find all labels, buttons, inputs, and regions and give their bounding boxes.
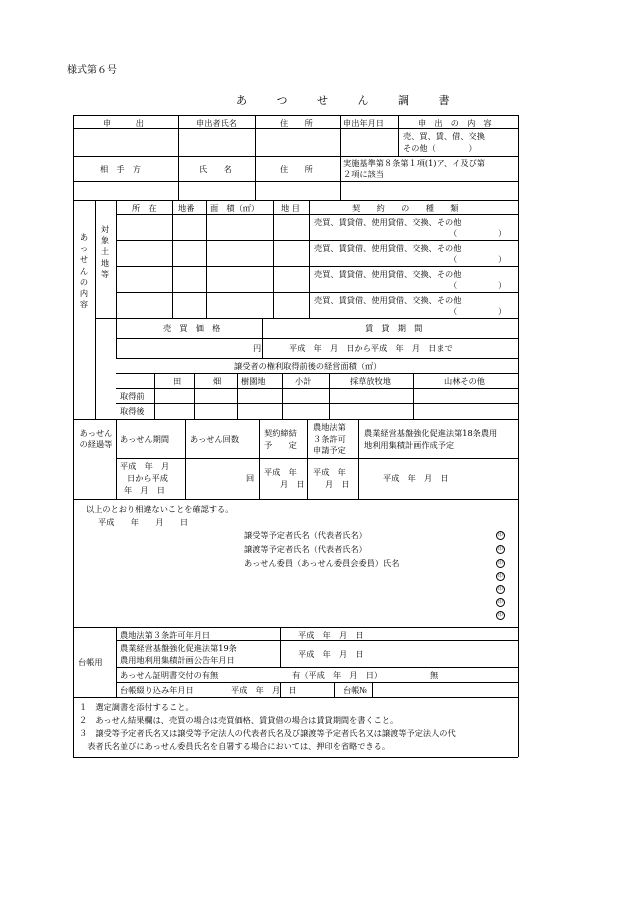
permit-header: 農地法第 [313, 422, 346, 432]
form-number: 様式第６号 [67, 65, 117, 76]
filing-date-label: 台帳綴り込み年月日 [120, 685, 194, 695]
period-value-2: 日から平成 [127, 473, 168, 483]
before-acquisition-label: 取得前 [120, 391, 145, 401]
contract-other-blank: （ ） [449, 306, 507, 316]
ledger-side-label: 台帳用 [78, 657, 103, 667]
criteria-text-line1: 実施基準第８条第１項(1)ア、イ及び第 [343, 158, 485, 168]
contract-other-blank: （ ） [449, 280, 507, 290]
permit-date-label: 農地法第３条許可年月日 [120, 630, 211, 640]
contract-other-blank: （ ） [449, 254, 507, 264]
seal-mark: 印 [497, 599, 503, 605]
plan-notice-value: 平成 年 月 日 [298, 649, 364, 659]
contract-plan-date-2: 月 日 [280, 479, 305, 489]
note-item: ３ 譲受等予定者氏名又は譲受等予定法人の代表者氏名及び譲渡等予定者氏名又は譲渡等予定法人の代 [79, 728, 456, 738]
certificate-label: あっせん証明書交付の有無 [120, 670, 219, 680]
mediation-count-header: あっせん回数 [190, 434, 240, 444]
area-col-subtotal: 小計 [295, 376, 312, 386]
note-item: １ 選定調書を添付すること。 [79, 702, 194, 712]
lease-period-header: 賃 貸 期 間 [365, 323, 423, 333]
plan-header-2: 地利用集積計画作成予定 [364, 440, 455, 450]
contract-plan-header: 契約締結 [264, 428, 297, 438]
signer-transferor: 譲渡等予定者氏名（代表者氏名） [244, 544, 367, 554]
ledger-number-label: 台帳№ [343, 685, 368, 695]
applicant-date-header: 申出年月日 [343, 118, 384, 128]
area-col-pasture: 採草放牧地 [350, 376, 391, 386]
confirmation-statement: 以上のとおり相違ないことを確認する。 [86, 504, 234, 514]
seal-mark: 印 [497, 586, 503, 592]
permit-plan-date: 平成 年 [313, 467, 346, 477]
contract-type-header: 契 約 の 種 類 [352, 203, 459, 213]
permit-date-value: 平成 年 月 日 [298, 630, 364, 640]
area-col-forest-other: 山林その他 [444, 376, 485, 386]
plan-notice-label-2: 農用地利用集積計画公告年月日 [120, 655, 235, 665]
mediation-content-side-label: あっせんの内容 [79, 232, 89, 310]
counterpart-address-header: 住 所 [280, 164, 313, 174]
period-value-3: 年 月 日 [124, 485, 165, 495]
period-value-1: 平成 年 月 [120, 461, 170, 471]
area-header: 面 積（㎡） [210, 203, 260, 213]
count-suffix: 回 [246, 473, 255, 483]
lot-header: 地番 [178, 203, 195, 213]
filing-date-value: 平成 年 月 日 [231, 685, 297, 695]
seal-mark: 印 [497, 560, 503, 566]
applicant-content-other: その他（ ） [403, 143, 477, 153]
applicant-name-header: 申出者氏名 [196, 118, 237, 128]
signer-mediation-committee: あっせん委員（あっせん委員会委員）氏名 [244, 558, 400, 568]
mediation-progress-side-label: あっせんの経過等 [79, 428, 113, 450]
permit-plan-date-2: 月 日 [325, 479, 350, 489]
seal-mark: 印 [497, 612, 503, 618]
permit-header-2: ３条許可 [313, 434, 346, 444]
area-col-field: 畑 [213, 376, 222, 386]
contract-plan-date: 平成 年 [264, 467, 297, 477]
certificate-no: 無 [430, 670, 439, 680]
lease-period-value: 平成 年 月 日から平成 年 月 日まで [289, 343, 453, 353]
after-acquisition-label: 取得後 [120, 406, 145, 416]
seal-mark: 印 [497, 532, 503, 538]
applicant-content-options: 売、買、賃、借、交換 [403, 131, 485, 141]
plan-creation-date: 平成 年 月 日 [383, 473, 449, 483]
applicant-address-header: 住 所 [280, 118, 313, 128]
land-category-header: 地 目 [281, 203, 300, 213]
seal-mark: 印 [497, 573, 503, 579]
contract-options: 売買、賃貸借、使用貸借、交換、その他 [314, 269, 462, 279]
sale-price-header: 売 買 価 格 [163, 323, 221, 333]
note-item: 表者氏名並びにあっせん委員氏名を自署する場合においては、押印を省略できる。 [79, 741, 391, 751]
area-col-paddy: 田 [173, 376, 182, 386]
mediation-period-header: あっせん期間 [120, 434, 170, 444]
location-header: 所 在 [132, 203, 157, 213]
seal-mark: 印 [497, 546, 503, 552]
contract-other-blank: （ ） [449, 228, 507, 238]
applicant-content-header: 申 出 の 内 容 [418, 118, 492, 128]
document-title: あ つ せ ん 調 書 [236, 94, 463, 107]
area-col-orchard: 樹園地 [241, 376, 266, 386]
note-item: ２ あっせん結果欄は、売買の場合は売買価格、賃貸借の場合は賃貸期間を書くこと。 [79, 715, 399, 725]
contract-options: 売買、賃貸借、使用貸借、交換、その他 [314, 243, 462, 253]
permit-header-3: 申請予定 [313, 445, 346, 455]
counterpart-name-header: 氏 名 [199, 164, 232, 174]
criteria-text-line2: ２項に該当 [343, 169, 384, 179]
managed-area-header: 譲受者の権利取得前後の経営面積（㎡） [234, 361, 382, 371]
certificate-yes: 有（平成 年 月 日） [292, 670, 383, 680]
confirmation-date: 平成 年 月 日 [98, 517, 189, 527]
yen-unit: 円 [253, 343, 262, 353]
plan-notice-label: 農業経営基盤強化促進法第19条 [120, 643, 237, 653]
contract-plan-header-2: 予 定 [264, 440, 297, 450]
counterpart-label: 相 手 方 [100, 164, 141, 174]
contract-options: 売買、賃貸借、使用貸借、交換、その他 [314, 217, 462, 227]
applicant-label: 申 出 [103, 118, 144, 128]
contract-options: 売買、賃貸借、使用貸借、交換、その他 [314, 295, 462, 305]
plan-header: 農業経営基盤強化促進法第18条農用 [364, 428, 498, 438]
target-land-side-label: 対象土地等 [100, 224, 110, 279]
signer-transferee: 譲受等予定者氏名（代表者氏名） [244, 530, 367, 540]
